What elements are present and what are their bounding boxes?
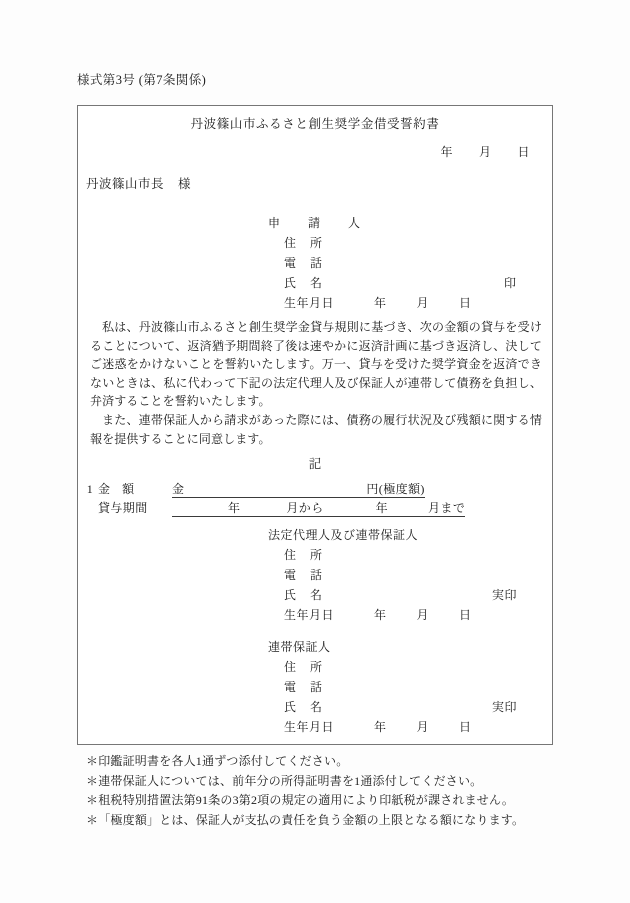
legal-guarantor-seal-marker: 実印 [492, 588, 518, 602]
legal-guarantor-birth-row [268, 606, 472, 623]
legal-guarantor-phone-row [268, 566, 472, 583]
joint-guarantor-birth-label: 生年月日 [284, 720, 335, 734]
legal-guarantor-name-row [268, 586, 518, 603]
paragraph-consent: また、連帯保証人から請求があった際には、債務の履行状況及び残額に関する情報を提供することに同意します。 [90, 413, 542, 446]
amount-section [82, 480, 465, 518]
applicant-birth-month: 月 [416, 296, 430, 310]
applicant-heading: 申 請 人 [268, 216, 369, 230]
legal-guarantor-birth-day: 日 [459, 608, 472, 622]
applicant-name-row [268, 274, 517, 291]
joint-guarantor-address-row [268, 658, 472, 675]
joint-guarantor-birth-row [268, 718, 472, 735]
period-year-from: 年 [228, 501, 241, 515]
joint-guarantor-seal-marker: 実印 [492, 700, 518, 714]
applicant-birth-label: 生年月日 [284, 296, 335, 310]
amount-suffix: 円(極度額) [366, 482, 425, 496]
footnote-item: ＊連帯保証人については、前年分の所得証明書を1通添付してください。 [86, 773, 483, 788]
joint-guarantor-heading: 連帯保証人 [268, 640, 331, 654]
period-label: 貸与期間 [98, 501, 148, 515]
date-line [440, 143, 530, 160]
period-year-to: 年 [375, 501, 389, 515]
date-day: 日 [517, 145, 530, 159]
period-fill-underline [172, 499, 465, 517]
applicant-address-row [268, 234, 472, 251]
footnote-item: ＊租税特別措置法第91条の3第2項の規定の適用により印紙税が課されません。 [86, 793, 515, 807]
applicant-birth-day: 日 [459, 296, 472, 310]
footnote-item: ＊印鑑証明書を各人1通ずつ添付してください。 [86, 754, 349, 768]
applicant-block [268, 214, 517, 314]
applicant-name-label: 氏名 [284, 276, 337, 290]
applicant-birth-year: 年 [374, 296, 387, 310]
addressee-office: 丹波篠山市長 [86, 177, 165, 191]
joint-guarantor-block [268, 638, 518, 738]
joint-guarantor-name-label: 氏名 [284, 700, 337, 714]
joint-guarantor-phone-label: 電話 [284, 680, 337, 694]
amount-fill-underline [172, 480, 425, 498]
joint-guarantor-birth-month: 月 [416, 720, 430, 734]
applicant-address-label: 住所 [284, 236, 337, 250]
legal-guarantor-birth-label: 生年月日 [284, 608, 335, 622]
period-month-from: 月から [286, 501, 324, 515]
date-year: 年 [440, 145, 453, 159]
date-month: 月 [478, 145, 492, 159]
legal-guarantor-birth-year: 年 [374, 608, 387, 622]
joint-guarantor-birth-day: 日 [459, 720, 472, 734]
legal-guarantor-name-label: 氏名 [284, 588, 337, 602]
kiji-marker: 記 [308, 457, 322, 471]
form-number: 様式第3号 (第7条関係) [77, 73, 207, 87]
addressee-honorific: 様 [178, 177, 192, 191]
amount-row [82, 480, 465, 499]
legal-guarantor-block [268, 526, 518, 626]
applicant-birth-row [268, 294, 472, 311]
footnotes [86, 752, 524, 830]
applicant-phone-label: 電話 [284, 256, 337, 270]
joint-guarantor-address-label: 住所 [284, 660, 337, 674]
legal-guarantor-heading: 法定代理人及び連帯保証人 [268, 528, 419, 542]
amount-label: 金額 [98, 482, 147, 496]
joint-guarantor-name-row [268, 698, 518, 715]
addressee [86, 174, 191, 192]
paragraph-obligation: 私は、丹波篠山市ふるさと創生奨学金貸与規則に基づき、次の金額の貸与を受けることについて、返済猶予期間終了後は速やかに返済計画に基づき返済し、決してご迷惑をかけないことを誓約いたします。万一、貸与を受けた奨学資金を返済できないときは、私に代わって下記の法定代理人及び保証人が連帯して債務を負担し、弁済することを誓約いたします。 [90, 320, 542, 408]
contract-box [77, 105, 553, 745]
footnote-item: ＊「極度額」とは、保証人が支払の責任を負う金額の上限となる額になります。 [86, 812, 525, 827]
legal-guarantor-phone-label: 電話 [284, 568, 337, 582]
amount-prefix: 金 [172, 482, 185, 496]
legal-guarantor-birth-month: 月 [416, 608, 430, 622]
period-row [82, 499, 465, 518]
amount-index: 1 [86, 482, 94, 496]
legal-guarantor-address-label: 住所 [284, 548, 337, 562]
applicant-phone-row [268, 254, 472, 271]
legal-guarantor-address-row [268, 546, 472, 563]
period-month-to: 月まで [428, 501, 466, 515]
joint-guarantor-birth-year: 年 [374, 720, 387, 734]
contract-box-inner [78, 106, 552, 744]
applicant-seal-marker: 印 [504, 276, 517, 290]
document-title: 丹波篠山市ふるさと創生奨学金借受誓約書 [190, 117, 440, 131]
joint-guarantor-phone-row [268, 678, 472, 695]
